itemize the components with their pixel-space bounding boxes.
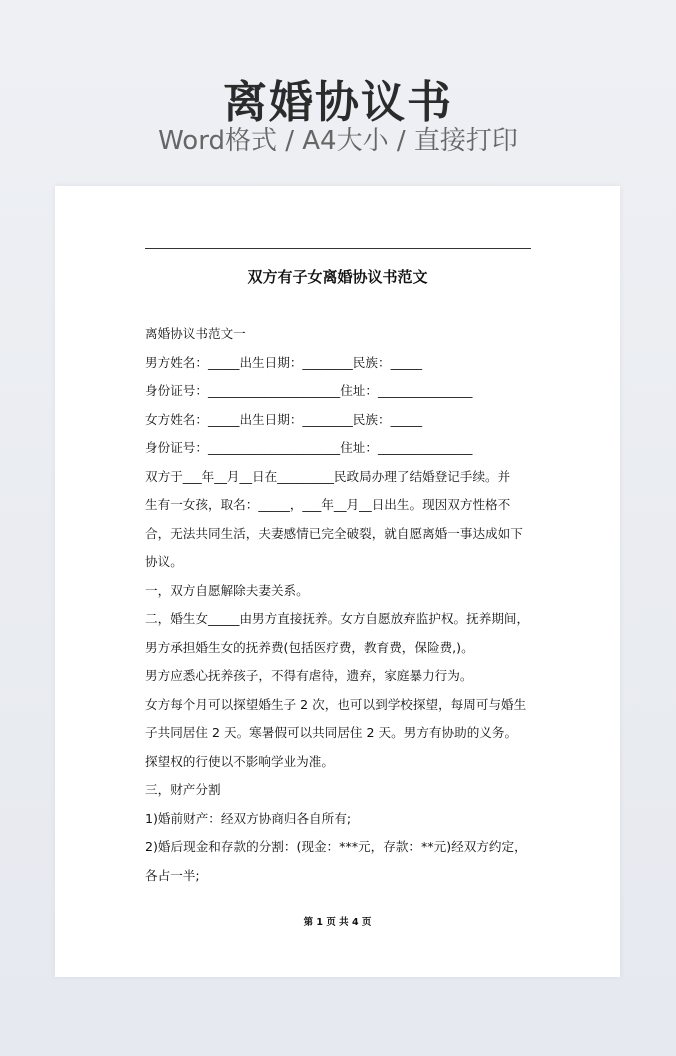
header-rule xyxy=(145,248,531,249)
document-title: 双方有子女离婚协议书范文 xyxy=(247,268,428,286)
text-line: 协议。 xyxy=(145,554,183,569)
document-page xyxy=(55,186,620,977)
text-line: 女方姓名：_____出生日期：________民族：_____ xyxy=(145,411,423,427)
text-line: 女方每个月可以探望婚生子 2 次，也可以到学校探望，每周可与婚生 xyxy=(145,696,527,712)
text-line: 生有一女孩，取名：_____，___年__月__日出生。现因双方性格不 xyxy=(145,497,511,512)
text-line: 双方于___年__月__日在_________民政局办理了结婚登记手续。并 xyxy=(145,468,511,484)
text-line: 男方应悉心抚养孩子，不得有虐待，遗弃，家庭暴力行为。 xyxy=(145,668,473,683)
text-line: 身份证号：_____________________住址：_______________ xyxy=(145,383,473,398)
text-line: 2)婚后现金和存款的分割：(现金：***元，存款：**元)经双方约定， xyxy=(145,839,527,854)
banner-subtitle: Word格式 / A4大小 / 直接打印 xyxy=(158,126,518,156)
banner-title: 离婚协议书 xyxy=(223,77,453,128)
text-line: 各占一半; xyxy=(145,867,200,883)
document-body xyxy=(145,324,535,894)
page-number: 第 1 页 共 4 页 xyxy=(303,917,372,928)
text-line: 1)婚前财产：经双方协商归各自所有; xyxy=(145,810,352,826)
text-line: 身份证号：_____________________住址：_______________ xyxy=(145,440,473,455)
text-line: 男方姓名：_____出生日期：________民族：_____ xyxy=(145,354,423,370)
text-line: 合，无法共同生活，夫妻感情已完全破裂，就自愿离婚一事达成如下 xyxy=(145,525,523,541)
text-line: 离婚协议书范文一 xyxy=(145,326,246,341)
text-line: 二，婚生女_____由男方直接抚养。女方自愿放弃监护权。抚养期间， xyxy=(145,611,530,626)
text-line: 探望权的行使以不影响学业为准。 xyxy=(145,753,334,769)
text-line: 一，双方自愿解除夫妻关系。 xyxy=(145,582,309,598)
text-line: 男方承担婚生女的抚养费(包括医疗费，教育费，保险费,)。 xyxy=(145,639,474,655)
text-line: 三，财产分割 xyxy=(145,782,221,797)
text-line: 子共同居住 2 天。寒暑假可以共同居住 2 天。男方有协助的义务。 xyxy=(145,725,518,740)
